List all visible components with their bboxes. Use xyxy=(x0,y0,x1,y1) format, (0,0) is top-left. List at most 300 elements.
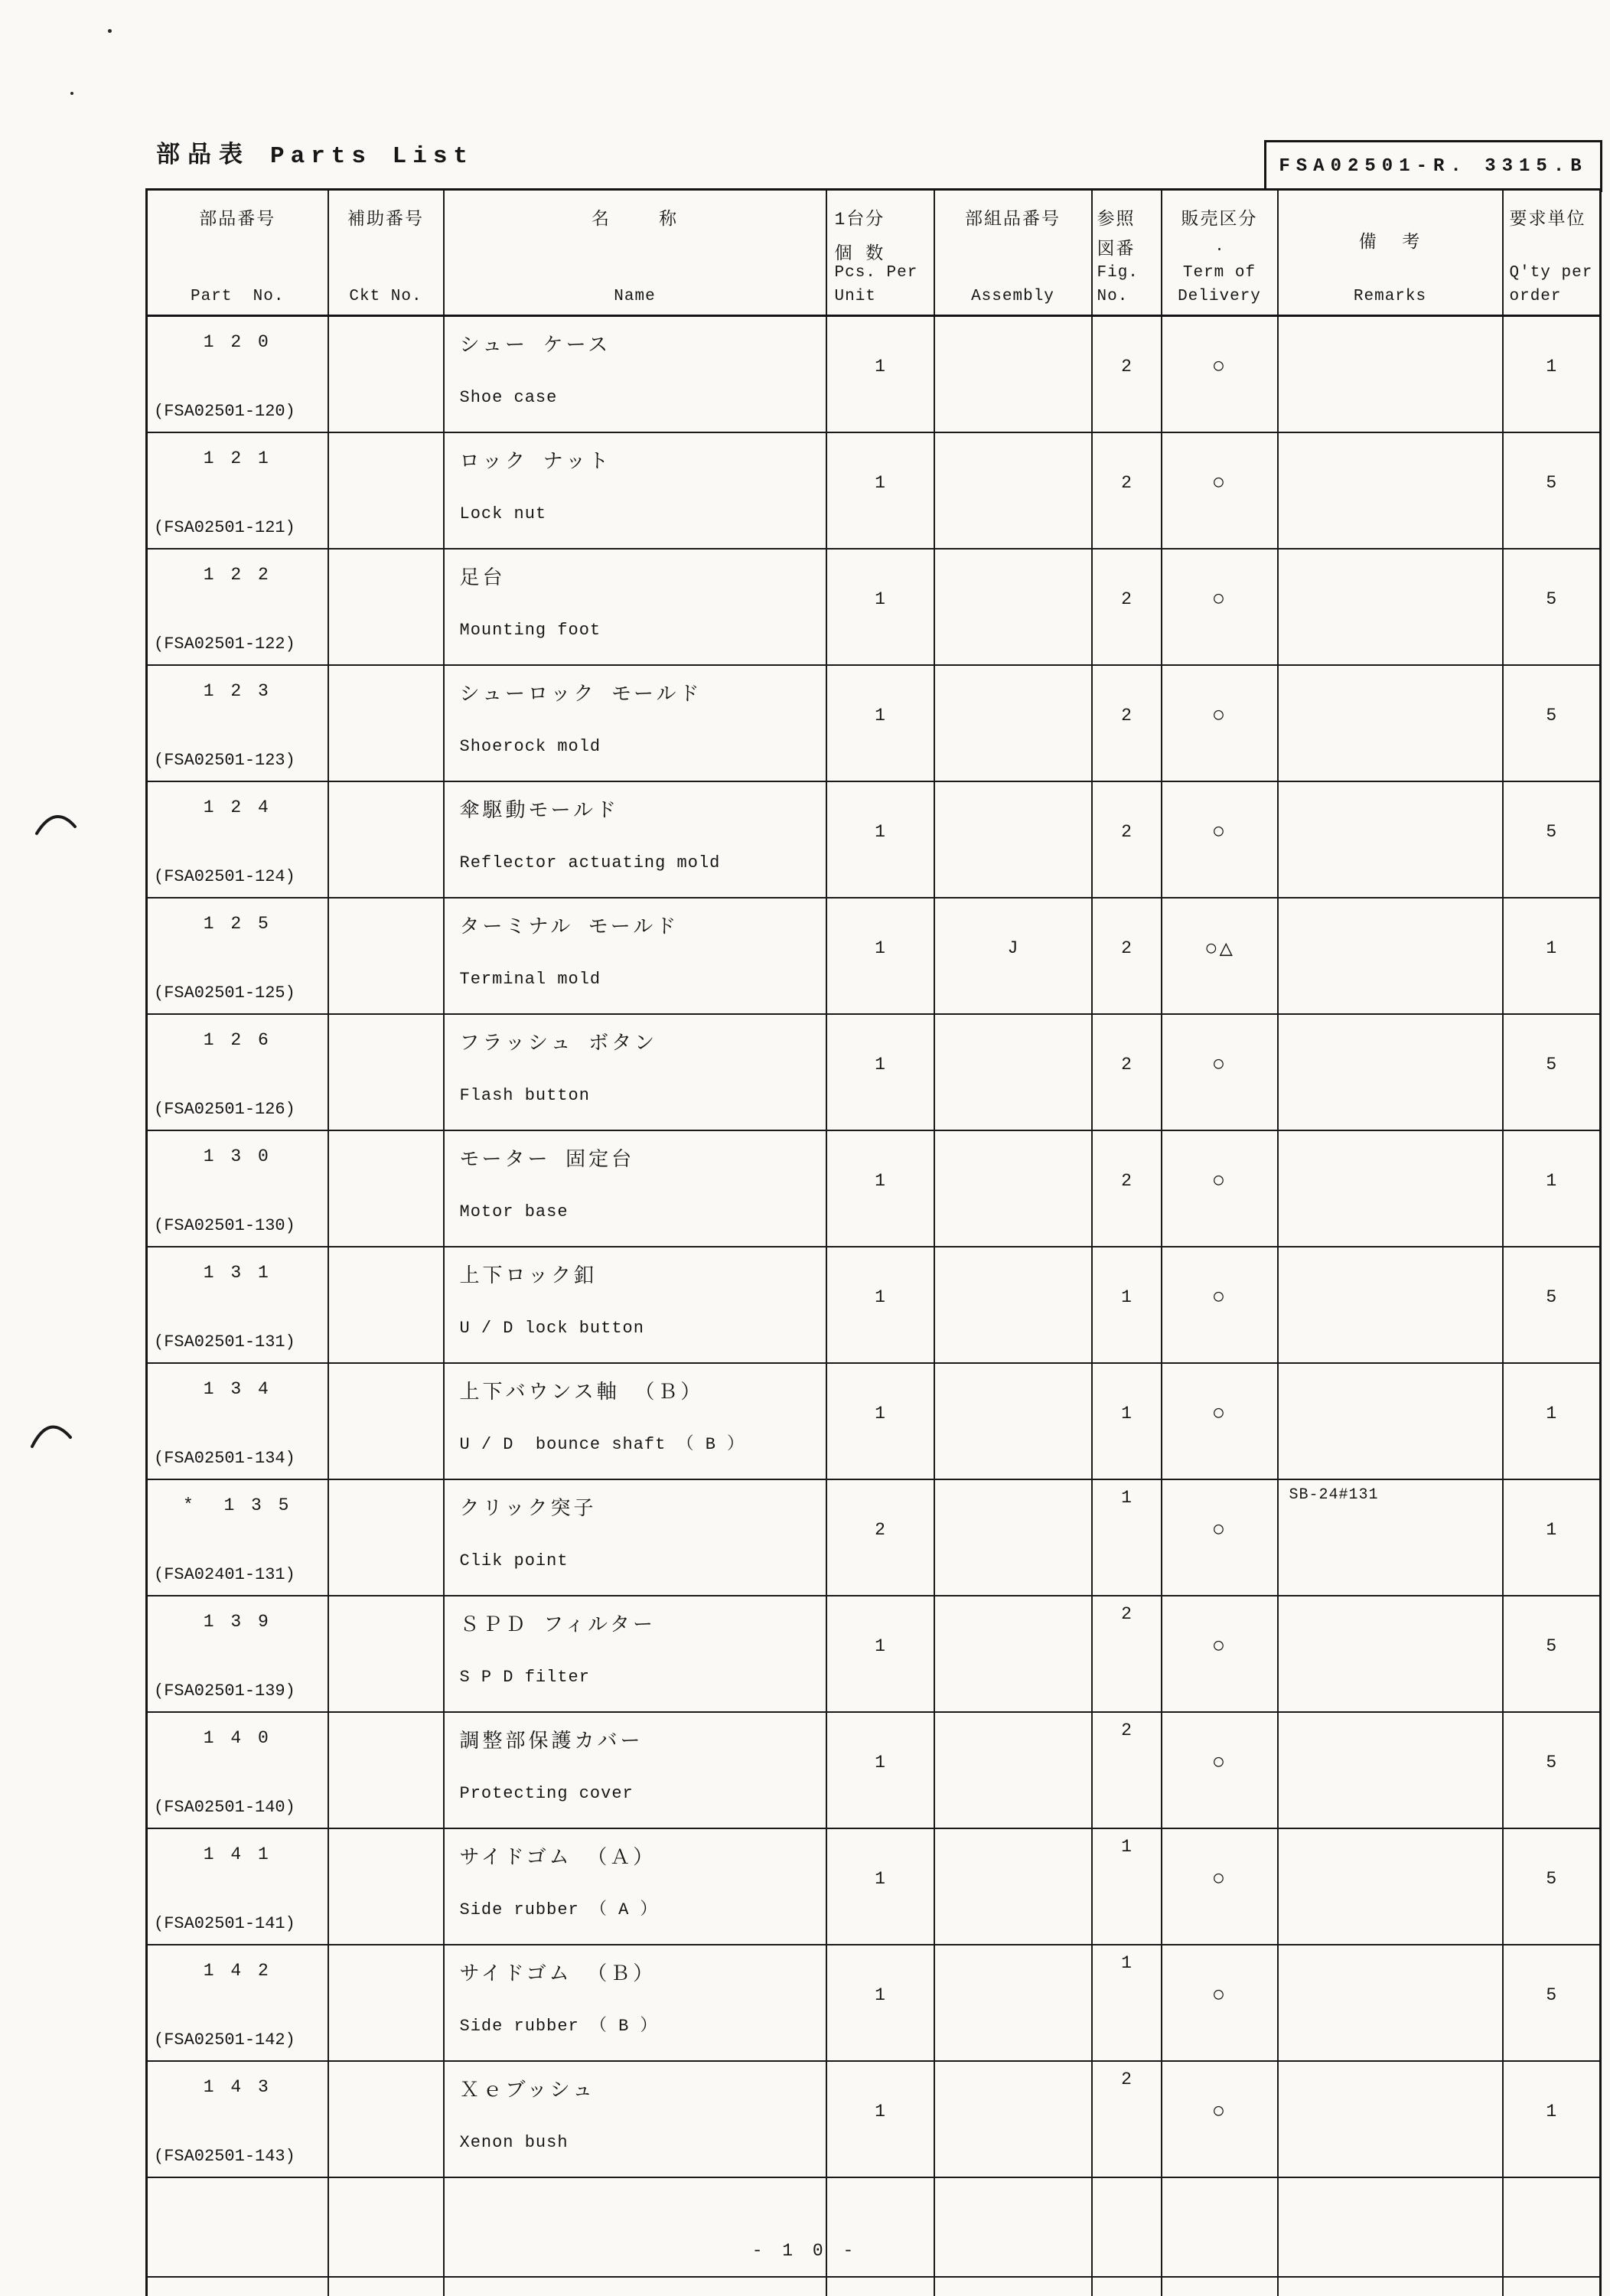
ckt-cell xyxy=(328,2177,444,2277)
table-row xyxy=(147,432,1601,549)
part-name-en: Shoerock mold xyxy=(459,737,601,756)
qty-cell xyxy=(1503,1945,1601,2061)
part-name-jp: 上下バウンス軸 （Ｂ） xyxy=(459,1381,704,1404)
header-name-jp: 名 称 xyxy=(591,210,679,230)
remarks-cell xyxy=(1278,1945,1503,2061)
part-name-jp: フラッシュ ボタン xyxy=(459,1032,658,1055)
pcs-value: 1 xyxy=(875,938,885,958)
fig-value: 2 xyxy=(1121,1171,1132,1191)
part-number: 1 4 1 xyxy=(203,1844,272,1864)
part-number: 1 2 6 xyxy=(203,1030,272,1050)
assembly-cell xyxy=(934,432,1092,549)
qty-value: 5 xyxy=(1546,1636,1557,1656)
part-code: (FSA02501-120) xyxy=(154,402,295,421)
part-code: (FSA02501-143) xyxy=(154,2147,295,2166)
table-row-empty xyxy=(147,2277,1601,2296)
delivery-mark: ○ xyxy=(1211,1866,1227,1892)
part-code: (FSA02501-122) xyxy=(154,634,295,654)
qty-value: 1 xyxy=(1546,1404,1557,1424)
part-code: (FSA02501-126) xyxy=(154,1100,295,1119)
name-cell xyxy=(444,432,826,549)
assembly-cell xyxy=(934,2277,1092,2296)
delivery-cell xyxy=(1162,1712,1278,1828)
part-cell xyxy=(147,549,328,665)
fig-cell xyxy=(1092,432,1162,549)
part-name-jp: モーター 固定台 xyxy=(459,1149,635,1172)
fig-value: 1 xyxy=(1121,1404,1132,1424)
pcs-cell xyxy=(826,1712,934,1828)
remarks-value xyxy=(1279,1015,1502,1021)
part-cell xyxy=(147,1014,328,1130)
delivery-cell xyxy=(1162,1130,1278,1247)
remarks-cell xyxy=(1278,781,1503,898)
delivery-mark: ○ xyxy=(1211,819,1227,845)
pcs-cell xyxy=(826,1945,934,2061)
pcs-value: 1 xyxy=(875,1869,885,1889)
pcs-value: 1 xyxy=(875,2102,885,2122)
part-number: 1 2 3 xyxy=(203,681,272,701)
qty-value: 1 xyxy=(1546,357,1557,377)
fig-cell xyxy=(1092,2177,1162,2277)
assembly-cell xyxy=(934,316,1092,433)
fig-cell xyxy=(1092,1828,1162,1945)
table-row xyxy=(147,898,1601,1014)
part-code: (FSA02501-130) xyxy=(154,1216,295,1235)
remarks-value xyxy=(1279,317,1502,323)
ckt-cell xyxy=(328,1945,444,2061)
part-number: * 1 3 5 xyxy=(183,1495,292,1515)
delivery-cell xyxy=(1162,1363,1278,1479)
part-cell xyxy=(147,316,328,433)
part-name-en: Lock nut xyxy=(459,504,547,523)
part-number: 1 2 5 xyxy=(203,914,272,934)
part-name-en: Side rubber （ B ） xyxy=(459,2017,658,2036)
remarks-cell xyxy=(1278,1014,1503,1130)
remarks-value xyxy=(1279,1596,1502,1603)
pcs-cell xyxy=(826,1363,934,1479)
fig-value: 2 xyxy=(1121,473,1132,493)
part-cell xyxy=(147,781,328,898)
pcs-cell xyxy=(826,1479,934,1596)
part-name-jp: ＳＰＤ フィルター xyxy=(459,1614,656,1637)
pcs-value: 1 xyxy=(875,1753,885,1773)
header-pcs-jp1: 1台分 xyxy=(834,210,885,230)
page-title-en: Parts List xyxy=(270,143,474,170)
table-row xyxy=(147,1596,1601,1712)
ckt-cell xyxy=(328,2277,444,2296)
assembly-cell xyxy=(934,665,1092,781)
part-number: 1 2 2 xyxy=(203,565,272,585)
fig-cell xyxy=(1092,1945,1162,2061)
part-code: (FSA02501-131) xyxy=(154,1332,295,1352)
part-code: (FSA02501-121) xyxy=(154,518,295,537)
ckt-cell xyxy=(328,432,444,549)
fig-value: 2 xyxy=(1121,589,1132,609)
qty-cell xyxy=(1503,549,1601,665)
qty-cell xyxy=(1503,1596,1601,1712)
part-name-jp: サイドゴム （Ａ） xyxy=(459,1847,657,1870)
table-row xyxy=(147,1828,1601,1945)
pcs-value: 1 xyxy=(875,357,885,377)
part-name-jp: シュー ケース xyxy=(459,334,611,357)
fig-value: 1 xyxy=(1121,1953,1132,1973)
part-cell xyxy=(147,1596,328,1712)
pcs-cell xyxy=(826,549,934,665)
part-number: 1 4 3 xyxy=(203,2077,272,2097)
delivery-mark: ○ xyxy=(1211,1750,1227,1776)
header-name-en: Name xyxy=(614,288,656,305)
part-name-en: U / D lock button xyxy=(459,1319,644,1338)
ckt-cell xyxy=(328,1596,444,1712)
delivery-mark: ○ xyxy=(1211,1168,1227,1194)
header-remarks-en: Remarks xyxy=(1353,288,1427,305)
part-code: (FSA02401-131) xyxy=(154,1565,295,1584)
delivery-mark: ○ xyxy=(1211,1052,1227,1078)
part-name-en: U / D bounce shaft （ B ） xyxy=(459,1435,745,1454)
delivery-cell xyxy=(1162,1479,1278,1596)
page-title-jp: 部品表 xyxy=(156,143,250,170)
part-name-en: Side rubber （ A ） xyxy=(459,1900,658,1919)
qty-cell xyxy=(1503,1014,1601,1130)
header-qty-en2: order xyxy=(1509,288,1562,305)
header-fig xyxy=(1092,190,1162,316)
pcs-value: 1 xyxy=(875,1055,885,1075)
header-remarks-jp: 備 考 xyxy=(1358,233,1422,253)
ckt-cell xyxy=(328,1828,444,1945)
name-cell xyxy=(444,1712,826,1828)
delivery-mark: ○ xyxy=(1211,1284,1227,1310)
assembly-cell xyxy=(934,2061,1092,2177)
remarks-value xyxy=(1279,433,1502,439)
name-cell xyxy=(444,898,826,1014)
fig-cell xyxy=(1092,665,1162,781)
part-number: 1 3 1 xyxy=(203,1263,272,1283)
ckt-cell xyxy=(328,665,444,781)
name-cell xyxy=(444,1596,826,1712)
part-name-jp: 上下ロック釦 xyxy=(459,1265,597,1288)
table-row xyxy=(147,1247,1601,1363)
qty-value: 5 xyxy=(1546,822,1557,842)
part-name-en: Terminal mold xyxy=(459,970,601,989)
header-delivery xyxy=(1162,190,1278,316)
part-cell xyxy=(147,1945,328,2061)
fig-cell xyxy=(1092,2277,1162,2296)
pcs-value: 1 xyxy=(875,1404,885,1424)
delivery-cell xyxy=(1162,1945,1278,2061)
remarks-cell xyxy=(1278,316,1503,433)
part-name-en: Motor base xyxy=(459,1202,569,1221)
remarks-cell xyxy=(1278,1247,1503,1363)
fig-cell xyxy=(1092,1712,1162,1828)
part-number: 1 3 0 xyxy=(203,1146,272,1166)
part-number: 1 4 2 xyxy=(203,1961,272,1981)
part-name-jp: サイドゴム （Ｂ） xyxy=(459,1963,657,1986)
part-name-en: Mounting foot xyxy=(459,621,601,640)
name-cell xyxy=(444,1828,826,1945)
part-number: 1 3 9 xyxy=(203,1612,272,1632)
pcs-cell xyxy=(826,1130,934,1247)
qty-cell xyxy=(1503,781,1601,898)
part-cell xyxy=(147,1479,328,1596)
qty-value: 5 xyxy=(1546,589,1557,609)
part-name-en: S P D filter xyxy=(459,1668,590,1687)
fig-cell xyxy=(1092,2061,1162,2177)
part-code: (FSA02501-142) xyxy=(154,2030,295,2050)
pcs-cell xyxy=(826,1596,934,1712)
header-ckt xyxy=(328,190,444,316)
part-number: 1 3 4 xyxy=(203,1379,272,1399)
qty-value: 5 xyxy=(1546,1753,1557,1773)
remarks-cell xyxy=(1278,1828,1503,1945)
table-row xyxy=(147,1014,1601,1130)
fig-value: 1 xyxy=(1121,1488,1132,1508)
assembly-cell xyxy=(934,1130,1092,1247)
part-number: 1 4 0 xyxy=(203,1728,272,1748)
part-number: 1 2 0 xyxy=(203,332,272,352)
fig-value: 1 xyxy=(1121,1837,1132,1857)
pcs-cell xyxy=(826,2177,934,2277)
remarks-cell xyxy=(1278,1712,1503,1828)
part-code: (FSA02501-141) xyxy=(154,1914,295,1933)
table-row xyxy=(147,2061,1601,2177)
table-row xyxy=(147,781,1601,898)
qty-cell xyxy=(1503,2061,1601,2177)
header-qty-jp: 要求単位 xyxy=(1509,210,1586,230)
delivery-mark: ○ xyxy=(1211,354,1227,380)
delivery-cell xyxy=(1162,549,1278,665)
pcs-value: 2 xyxy=(875,1520,885,1540)
remarks-value xyxy=(1279,1131,1502,1137)
name-cell xyxy=(444,665,826,781)
delivery-cell xyxy=(1162,2061,1278,2177)
qty-cell xyxy=(1503,1479,1601,1596)
remarks-value xyxy=(1279,899,1502,905)
qty-cell xyxy=(1503,1130,1601,1247)
assembly-cell xyxy=(934,781,1092,898)
pcs-value: 1 xyxy=(875,1985,885,2005)
scan-speck xyxy=(108,29,112,33)
header-qty xyxy=(1503,190,1601,316)
part-number: 1 2 1 xyxy=(203,448,272,468)
pcs-value: 1 xyxy=(875,473,885,493)
remarks-value xyxy=(1279,1945,1502,1952)
qty-value: 5 xyxy=(1546,1869,1557,1889)
table-header-row xyxy=(147,190,1601,316)
header-ckt-jp: 補助番号 xyxy=(347,210,424,230)
part-cell xyxy=(147,2177,328,2277)
ckt-cell xyxy=(328,1363,444,1479)
part-name-jp: シューロック モールド xyxy=(459,683,702,706)
table-row xyxy=(147,1712,1601,1828)
fig-cell xyxy=(1092,1014,1162,1130)
delivery-cell xyxy=(1162,665,1278,781)
ckt-cell xyxy=(328,2061,444,2177)
header-assembly-jp: 部組品番号 xyxy=(965,210,1061,230)
header-name xyxy=(444,190,826,316)
part-name-jp: Ｘｅブッシュ xyxy=(459,2079,596,2102)
fig-cell xyxy=(1092,1363,1162,1479)
scan-speck xyxy=(70,92,73,95)
qty-cell xyxy=(1503,2177,1601,2277)
page-title xyxy=(156,135,474,170)
remarks-cell xyxy=(1278,432,1503,549)
assembly-cell xyxy=(934,1828,1092,1945)
part-name-en: Flash button xyxy=(459,1086,590,1105)
delivery-mark: ○ xyxy=(1211,703,1227,729)
table-row xyxy=(147,1945,1601,2061)
remarks-value: SB-24#131 xyxy=(1289,1486,1379,1504)
header-fig-jp2: 図番 xyxy=(1097,240,1136,259)
delivery-cell xyxy=(1162,2277,1278,2296)
pcs-cell xyxy=(826,1014,934,1130)
fig-cell xyxy=(1092,316,1162,433)
fig-value: 2 xyxy=(1121,357,1132,377)
ckt-cell xyxy=(328,1479,444,1596)
name-cell xyxy=(444,1130,826,1247)
table-row xyxy=(147,1130,1601,1247)
part-name-en: Clik point xyxy=(459,1551,569,1570)
header-pcs-en2: Unit xyxy=(834,288,876,305)
parts-table xyxy=(145,188,1602,2296)
name-cell xyxy=(444,2277,826,2296)
remarks-cell xyxy=(1278,1596,1503,1712)
delivery-mark: ○ xyxy=(1211,2099,1227,2125)
ckt-cell xyxy=(328,1014,444,1130)
delivery-mark: ○ xyxy=(1211,470,1227,496)
remarks-cell xyxy=(1278,2061,1503,2177)
remarks-cell xyxy=(1278,1363,1503,1479)
pcs-value: 1 xyxy=(875,589,885,609)
delivery-mark: ○ xyxy=(1211,586,1227,612)
remarks-value xyxy=(1279,550,1502,556)
delivery-mark: ○ xyxy=(1211,1401,1227,1427)
part-name-en: Protecting cover xyxy=(459,1784,634,1803)
delivery-cell xyxy=(1162,316,1278,433)
delivery-cell xyxy=(1162,1596,1278,1712)
table-row xyxy=(147,316,1601,433)
remarks-cell xyxy=(1278,2277,1503,2296)
delivery-cell xyxy=(1162,898,1278,1014)
assembly-cell xyxy=(934,549,1092,665)
header-assembly-en: Assembly xyxy=(971,288,1054,305)
pcs-cell xyxy=(826,781,934,898)
assembly-cell xyxy=(934,1712,1092,1828)
part-name-jp: クリック突子 xyxy=(459,1498,597,1521)
qty-cell xyxy=(1503,1247,1601,1363)
assembly-cell xyxy=(934,898,1092,1014)
part-name-en: Reflector actuating mold xyxy=(459,853,721,872)
header-ckt-en: Ckt No. xyxy=(349,288,422,305)
name-cell xyxy=(444,1945,826,2061)
qty-value: 1 xyxy=(1546,2102,1557,2122)
delivery-mark: ○△ xyxy=(1204,937,1234,962)
remarks-value xyxy=(1279,666,1502,672)
fig-value: 2 xyxy=(1121,938,1132,958)
header-pcs xyxy=(826,190,934,316)
qty-cell xyxy=(1503,432,1601,549)
header-remarks xyxy=(1278,190,1503,316)
assembly-cell xyxy=(934,1596,1092,1712)
table-row xyxy=(147,665,1601,781)
fig-value: 1 xyxy=(1121,1287,1132,1307)
remarks-cell xyxy=(1278,2177,1503,2277)
assembly-cell xyxy=(934,2177,1092,2277)
table-row xyxy=(147,1479,1601,1596)
part-name-jp: 足台 xyxy=(459,567,506,590)
pcs-value: 1 xyxy=(875,1636,885,1656)
pcs-cell xyxy=(826,1247,934,1363)
remarks-cell xyxy=(1278,898,1503,1014)
delivery-mark: ○ xyxy=(1211,1517,1227,1543)
assembly-cell xyxy=(934,1945,1092,2061)
header-delivery-en1: Term of xyxy=(1182,264,1256,282)
ckt-cell xyxy=(328,1130,444,1247)
header-qty-en1: Q'ty per xyxy=(1509,264,1593,282)
fig-value: 2 xyxy=(1121,1055,1132,1075)
fig-value: 2 xyxy=(1121,2069,1132,2089)
ckt-cell xyxy=(328,549,444,665)
pcs-value: 1 xyxy=(875,706,885,726)
qty-cell xyxy=(1503,898,1601,1014)
table-row-empty xyxy=(147,2177,1601,2277)
part-code: (FSA02501-134) xyxy=(154,1449,295,1468)
part-name-jp: ロック ナット xyxy=(459,451,612,474)
margin-arc-mark xyxy=(29,1419,73,1451)
qty-value: 5 xyxy=(1546,1055,1557,1075)
header-assembly xyxy=(934,190,1092,316)
part-cell xyxy=(147,1363,328,1479)
pcs-cell xyxy=(826,665,934,781)
name-cell xyxy=(444,1014,826,1130)
fig-cell xyxy=(1092,1130,1162,1247)
pcs-cell xyxy=(826,1828,934,1945)
name-cell xyxy=(444,316,826,433)
fig-cell xyxy=(1092,549,1162,665)
header-pcs-en1: Pcs. Per xyxy=(834,264,918,282)
fig-value: 2 xyxy=(1121,1720,1132,1740)
qty-value: 1 xyxy=(1546,1171,1557,1191)
fig-cell xyxy=(1092,1479,1162,1596)
assembly-cell xyxy=(934,1479,1092,1596)
table-row xyxy=(147,1363,1601,1479)
remarks-value xyxy=(1279,1247,1502,1254)
part-code: (FSA02501-140) xyxy=(154,1798,295,1817)
header-fig-en2: No. xyxy=(1097,288,1129,305)
delivery-cell xyxy=(1162,2177,1278,2277)
fig-cell xyxy=(1092,781,1162,898)
assembly-cell xyxy=(934,1247,1092,1363)
name-cell xyxy=(444,1247,826,1363)
assembly-cell xyxy=(934,1014,1092,1130)
pcs-cell xyxy=(826,316,934,433)
qty-cell xyxy=(1503,1712,1601,1828)
pcs-cell xyxy=(826,898,934,1014)
name-cell xyxy=(444,2177,826,2277)
fig-cell xyxy=(1092,1596,1162,1712)
header-pcs-jp2: 個 数 xyxy=(834,244,885,264)
qty-value: 5 xyxy=(1546,1287,1557,1307)
qty-value: 5 xyxy=(1546,473,1557,493)
qty-value: 5 xyxy=(1546,1985,1557,2005)
remarks-value xyxy=(1279,782,1502,788)
header-fig-jp1: 参照 xyxy=(1097,210,1136,230)
part-code: (FSA02501-124) xyxy=(154,867,295,886)
delivery-mark: ○ xyxy=(1211,1633,1227,1659)
fig-value: 2 xyxy=(1121,822,1132,842)
fig-value: 2 xyxy=(1121,1604,1132,1624)
qty-cell xyxy=(1503,316,1601,433)
qty-cell xyxy=(1503,1828,1601,1945)
